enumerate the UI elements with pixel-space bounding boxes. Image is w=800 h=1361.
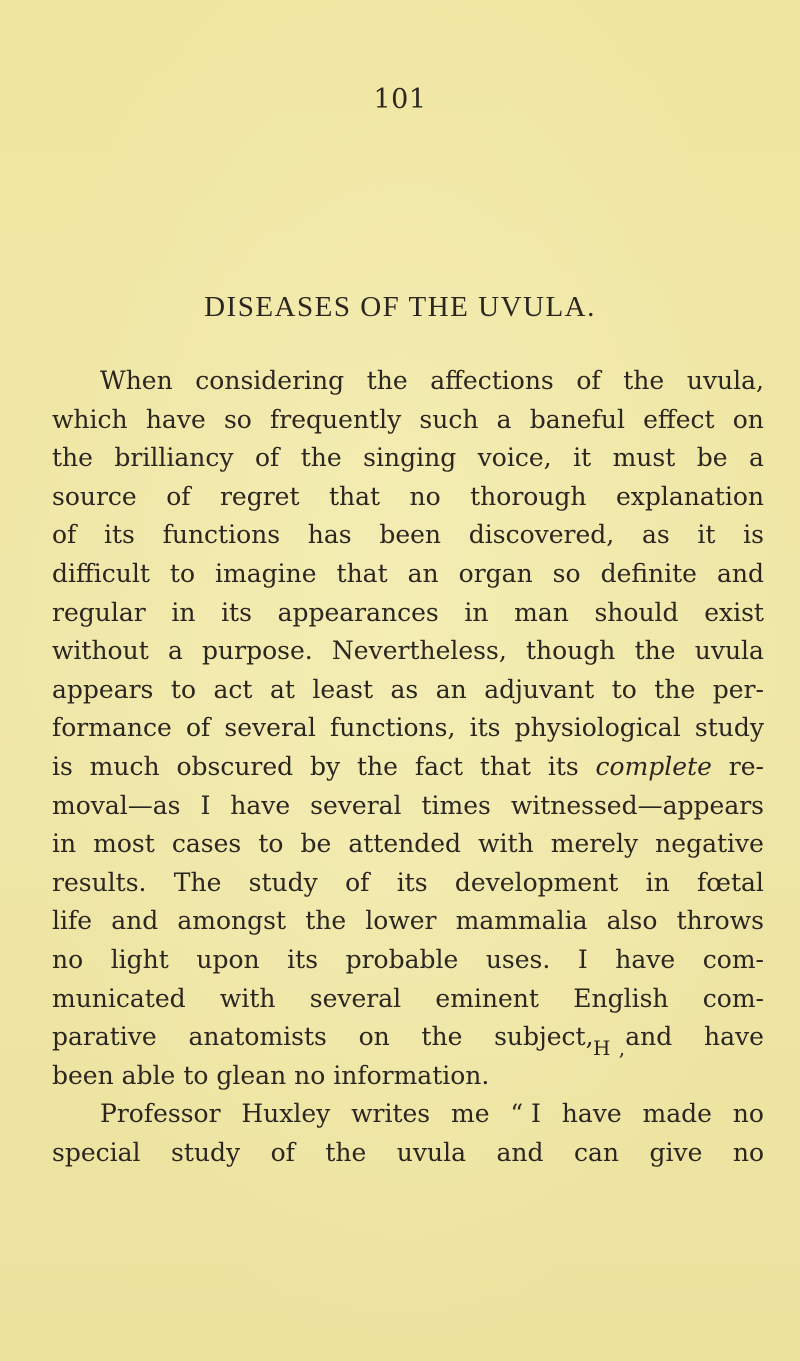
text-word: uvula [396,1137,467,1167]
text-word: com- [702,944,764,974]
text-word: have [561,1099,622,1129]
text-word: appearances [277,597,439,627]
text-word: its [104,520,135,550]
text-word: physiological [514,713,681,743]
text-word: study [171,1137,241,1167]
text-word: and [111,906,159,936]
text-word: exist [704,597,764,627]
text-word: that [328,481,381,511]
text-word: as [641,520,670,550]
text-word: When [100,366,173,395]
text-line [52,1018,764,1057]
text-word: to [183,1060,209,1090]
text-word: mammalia [455,906,588,936]
text-word: its [287,944,319,974]
text-word: of [345,867,370,897]
text-word: on [358,1022,390,1052]
text-word: parative [52,1022,157,1052]
text-word: I [577,944,588,974]
text-word: attended [348,829,462,859]
text-word: of [254,443,280,473]
text-word: several [224,713,316,743]
text-word: amongst [177,906,287,936]
text-word: complete [595,751,712,781]
chapter-title: DISEASES OF THE UVULA. [204,291,596,323]
text-word: of [166,481,191,511]
text-word: it [697,520,716,550]
text-word: the [623,366,665,395]
text-word: The [173,867,222,897]
text-word: negative [655,829,764,859]
text-word: probable [345,944,459,974]
text-word: by [310,751,341,781]
text-word: special [52,1137,141,1167]
text-word: is [52,751,73,781]
text-word: its [221,597,252,627]
text-word: functions [162,520,281,550]
text-line [52,902,764,941]
text-word: be [696,443,728,473]
text-word: have [703,1022,764,1052]
text-word: can [573,1137,619,1167]
text-line [52,439,764,478]
text-word: writes [351,1099,431,1129]
text-word: moval—as [52,790,181,820]
text-word: so [223,404,252,434]
text-word: formance [52,713,172,743]
text-word: most [93,829,155,859]
text-word: the [634,636,676,666]
text-word: imagine [215,558,317,588]
text-line [52,1057,764,1096]
text-word: English [573,983,669,1013]
text-word: the [366,366,408,395]
text-word: in [645,867,670,897]
text-word: effect [643,404,715,434]
text-word: and [496,1137,544,1167]
text-line [52,671,764,710]
text-word: study [248,867,318,897]
text-word: at [269,674,295,704]
text-line [52,555,764,594]
text-line [52,825,764,864]
text-word: development [454,867,619,897]
text-word: be [300,829,332,859]
text-word: of [270,1137,295,1167]
text-word: obscured [176,751,294,781]
text-word: much [89,751,160,781]
text-word: so [552,558,581,588]
text-word: and [625,1022,673,1052]
text-line [52,864,764,903]
text-word: have [615,944,676,974]
text-word: fœtal [696,867,764,897]
text-word: Huxley [241,1099,331,1129]
text-word: the [305,906,347,936]
text-word: baneful [529,404,625,434]
text-word: has [307,520,352,550]
text-word: upon [196,944,260,974]
text-word: in [171,597,196,627]
text-word: the [52,443,93,473]
text-word: municated [52,983,186,1013]
text-word: the [421,1022,463,1052]
text-word: study [694,713,764,743]
text-word: a [496,404,512,434]
text-word: subject, [494,1022,594,1052]
text-word: Nevertheless, [331,636,507,666]
text-word: have [230,790,291,820]
text-line [52,632,764,671]
text-word: to [611,674,637,704]
text-word: the [300,443,342,473]
text-word: merely [550,829,639,859]
text-word: its [396,867,428,897]
text-word: in [52,829,77,859]
text-line [52,516,764,555]
text-word: it [573,443,592,473]
text-word: the [325,1137,367,1167]
text-word: singing [363,443,457,473]
text-word: several [309,983,402,1013]
text-word: regret [219,481,300,511]
text-word: Professor [100,1099,221,1129]
text-word: I [200,790,211,820]
text-line [52,941,764,980]
signature-mark: H , [593,1036,627,1060]
text-word: com- [702,983,764,1013]
text-word: been [379,520,442,550]
text-word: appears [52,674,154,704]
text-word: no [52,944,84,974]
text-word: that [336,558,388,588]
text-line [52,980,764,1019]
text-word: life [52,906,93,936]
text-word: affections [430,366,554,395]
text-word: thorough [470,481,587,511]
text-word: a [749,443,764,473]
text-word: glean [216,1060,287,1090]
text-word: should [594,597,679,627]
text-word: purpose. [202,636,313,666]
text-word: discovered, [468,520,615,550]
text-line [52,709,764,748]
text-word: results. [52,867,147,897]
text-word: which [52,404,128,434]
text-word: adjuvant [484,674,595,704]
text-word: uses. [485,944,551,974]
text-word: throws [676,906,764,936]
text-word: have [145,404,206,434]
text-word: though [525,636,616,666]
text-word: is [743,520,764,550]
text-line [52,1095,764,1134]
text-word: least [312,674,373,704]
text-word: man [514,597,569,627]
text-word: to [170,674,197,704]
text-word: organ [458,558,533,588]
text-word: that [479,751,531,781]
text-word: explanation [615,481,764,511]
text-word: frequently [270,404,402,434]
text-word: considering [195,366,345,395]
text-word: its [547,751,579,781]
text-line [52,401,764,440]
text-word: information. [333,1060,490,1090]
text-word: no [732,1099,764,1129]
text-word: also [606,906,658,936]
text-word: light [110,944,169,974]
text-word: and [716,558,764,588]
text-word: me [450,1099,490,1129]
text-word: to [258,829,284,859]
text-word: re- [728,751,764,781]
text-word: brilliancy [114,443,234,473]
text-word: the [654,674,696,704]
text-word: such [419,404,479,434]
text-word: no [732,1137,764,1167]
text-word: with [478,829,534,859]
text-line [52,362,764,401]
text-word: difficult [52,558,150,588]
text-word: as [390,674,419,704]
text-line [52,748,764,787]
text-word: must [612,443,676,473]
text-word: functions, [330,713,456,743]
text-word: uvula, [686,366,764,395]
text-word: in [464,597,489,627]
text-word: no [294,1060,326,1090]
text-word: of [576,366,601,395]
text-line [52,478,764,517]
text-word: eminent [435,983,539,1013]
text-word: fact [414,751,464,781]
text-word: its [469,713,501,743]
text-word: per- [712,674,764,704]
text-word: an [435,674,467,704]
text-word: with [219,983,276,1013]
text-word: times [421,790,491,820]
text-word: anatomists [188,1022,327,1052]
text-word: voice, [477,443,552,473]
page-number: 101 [373,84,427,115]
text-word: been [52,1060,114,1090]
text-word: source [52,481,137,511]
text-word: “ I [510,1099,541,1129]
text-word: made [642,1099,712,1129]
text-word: on [732,404,764,434]
text-word: lower [365,906,437,936]
text-word: without [52,636,149,666]
text-line [52,787,764,826]
text-word: definite [600,558,697,588]
text-word: cases [171,829,242,859]
text-word: no [409,481,441,511]
text-word: the [357,751,398,781]
text-word: several [310,790,402,820]
text-word: act [213,674,253,704]
text-word: to [169,558,196,588]
text-word: regular [52,597,146,627]
text-word: witnessed—appears [510,790,764,820]
text-word: of [52,520,77,550]
text-word: uvula [694,636,764,666]
text-word: a [167,636,183,666]
text-word: give [649,1137,703,1167]
text-word: able [121,1060,176,1090]
text-line [52,594,764,633]
text-word: of [185,713,211,743]
body-text [52,362,764,1172]
text-word: an [407,558,439,588]
text-line [52,1134,764,1173]
